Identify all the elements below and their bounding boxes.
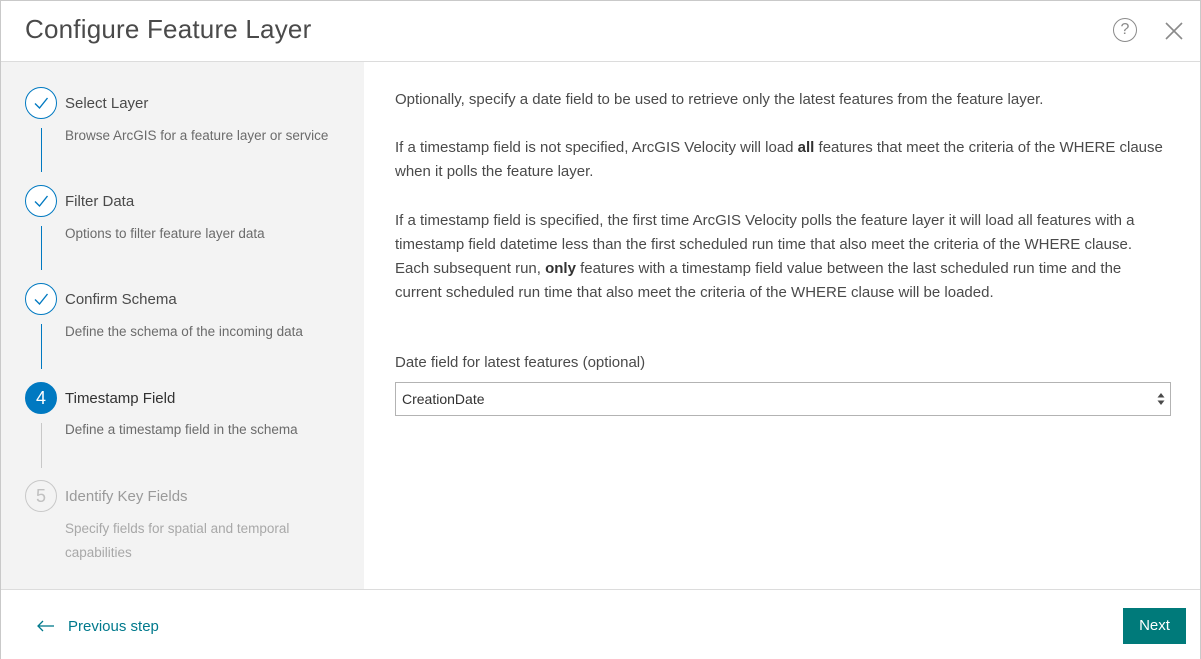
help-icon[interactable]: ? bbox=[1113, 18, 1137, 42]
step-title: Identify Key Fields bbox=[65, 488, 188, 505]
step-connector bbox=[41, 324, 42, 369]
date-field-value: CreationDate bbox=[402, 391, 485, 407]
date-field-select[interactable] bbox=[395, 382, 1171, 416]
dialog-header bbox=[1, 1, 1200, 62]
next-button[interactable]: Next bbox=[1123, 608, 1186, 644]
step-connector bbox=[41, 423, 42, 468]
updown-arrow-icon bbox=[1156, 392, 1166, 406]
step-description: Define the schema of the incoming data bbox=[65, 324, 303, 339]
step-number-badge: 5 bbox=[25, 480, 57, 512]
step-title: Confirm Schema bbox=[65, 291, 177, 308]
step-connector bbox=[41, 226, 42, 270]
check-icon bbox=[25, 185, 57, 217]
intro-text: Optionally, specify a date field to be used to retrieve only the latest features from the feature layer. bbox=[395, 91, 1044, 108]
arrow-left-icon bbox=[37, 620, 55, 632]
steps-sidebar bbox=[1, 62, 364, 589]
date-field-label: Date field for latest features (optional) bbox=[395, 354, 646, 371]
step-description: Specify fields for spatial and temporal capabilities bbox=[65, 521, 290, 560]
step-description: Options to filter feature layer data bbox=[65, 226, 265, 241]
close-icon[interactable] bbox=[1164, 21, 1184, 41]
step-title: Filter Data bbox=[65, 193, 135, 210]
step-number-badge: 4 bbox=[25, 382, 57, 414]
dialog-title: Configure Feature Layer bbox=[25, 14, 312, 44]
step-connector bbox=[41, 128, 42, 172]
check-icon bbox=[25, 87, 57, 119]
no-timestamp-explanation: If a timestamp field is not specified, ArcGIS Velocity will load all features that meet the criteria of the WHERE clause when it polls the feature layer. bbox=[395, 139, 1163, 180]
step-description: Browse ArcGIS for a feature layer or service bbox=[65, 128, 329, 143]
step-description: Define a timestamp field in the schema bbox=[65, 422, 298, 437]
dialog-footer bbox=[1, 589, 1200, 659]
check-icon bbox=[25, 283, 57, 315]
timestamp-explanation: If a timestamp field is specified, the first time ArcGIS Velocity polls the feature layer it will load all features with a timestamp field datetime less than the first scheduled run time that also meet the criteria of the WHERE clause. Each subsequent run, only features with a timestamp field value between the last scheduled run time and the current scheduled run time that also meet the criteria of the WHERE clause will be loaded. bbox=[395, 212, 1135, 301]
previous-step-label: Previous step bbox=[68, 618, 159, 635]
step-title: Timestamp Field bbox=[65, 390, 176, 407]
step-title: Select Layer bbox=[65, 95, 149, 112]
